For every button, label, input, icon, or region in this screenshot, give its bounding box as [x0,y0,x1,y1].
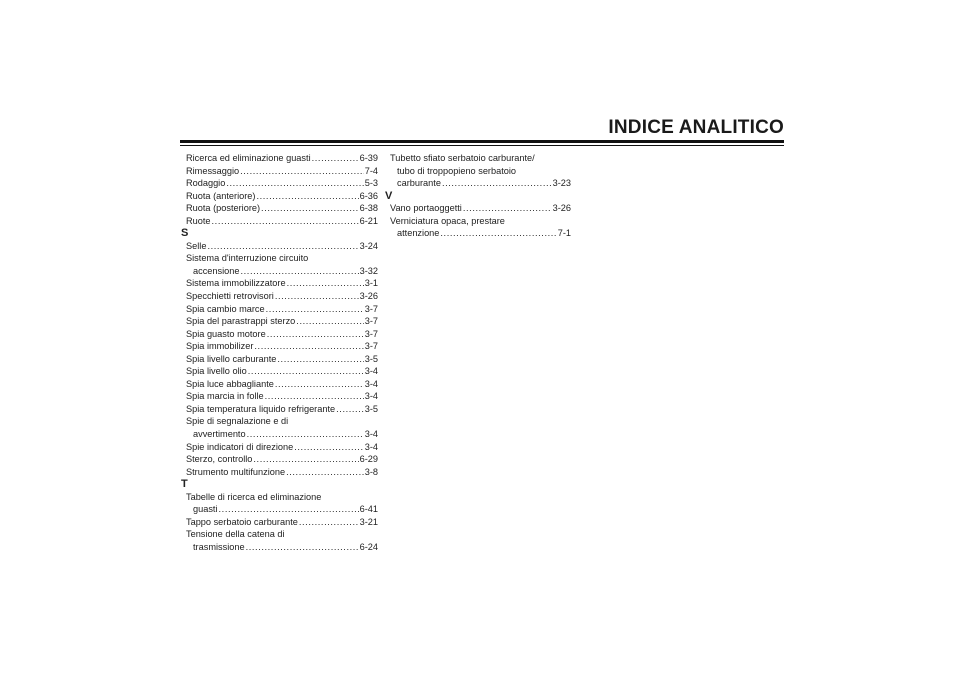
index-entry-label: Spia livello carburante [186,353,277,364]
index-entry-text: Tensione della catena di [186,529,285,540]
index-entry [181,215,378,228]
index-entry-label: accensione [193,265,240,276]
index-entry-page: 3-4 [364,378,378,389]
index-entry-label: Ruota (posteriore) [186,203,261,214]
index-entry [181,340,378,353]
index-entry [181,265,378,278]
dot-leader [254,340,363,353]
index-entry [181,202,378,215]
index-entry-page: 3-32 [359,265,378,276]
index-entry [181,353,378,366]
index-entry-page: 3-7 [364,316,378,327]
dot-leader [275,290,359,303]
index-entry [181,152,378,165]
index-entry-label: Ruote [186,215,211,226]
dot-leader [253,453,358,466]
index-entry-label: Spia del parastrappi sterzo [186,316,296,327]
index-entry-label: trasmissione [193,541,245,552]
index-entry [181,441,378,454]
index-entry [385,177,571,190]
index-entry-page: 3-4 [364,441,378,452]
index-entry-page: 3-4 [364,366,378,377]
index-entry-page: 3-21 [359,516,378,527]
dot-leader [267,328,364,341]
index-entry-label: Rodaggio [186,178,226,189]
index-entry [385,227,571,240]
index-entry-page: 3-8 [364,466,378,477]
index-entry-page: 5-3 [364,178,378,189]
index-entry-page: 3-7 [364,328,378,339]
index-entry-label: guasti [193,504,218,515]
dot-leader [440,227,556,240]
dot-leader [286,466,364,479]
dot-leader [265,390,364,403]
dot-leader [296,315,363,328]
index-entry-page: 7-4 [364,165,378,176]
index-entry [181,503,378,516]
dot-leader [275,378,364,391]
dot-leader [261,202,359,215]
index-entry [181,290,378,303]
dot-leader [299,516,359,529]
dot-leader [256,190,358,203]
dot-leader [442,177,552,190]
index-entry-label: Spie indicatori di direzione [186,441,294,452]
dot-leader [246,541,359,554]
index-entry-page: 3-7 [364,341,378,352]
index-entry-label: Selle [186,240,207,251]
index-entry-page: 3-1 [364,278,378,289]
index-entry-page: 6-29 [359,454,378,465]
dot-leader [212,215,359,228]
index-entry-label: Ricerca ed eliminazione guasti [186,153,311,163]
index-letter-heading: T [181,478,188,491]
index-entry-label: avvertimento [193,429,246,440]
index-entry-label: Spia marcia in folle [186,391,264,402]
dot-leader [207,240,358,253]
dot-leader [312,152,359,165]
index-entry-page: 6-21 [359,215,378,226]
index-entry-label: attenzione [397,228,440,239]
index-entry [181,328,378,341]
index-entry [181,428,378,441]
index-entry-label: carburante [397,178,441,189]
index-entry [181,365,378,378]
dot-leader [287,277,364,290]
index-entry [181,315,378,328]
index-entry-page: 6-24 [359,541,378,552]
index-entry [181,390,378,403]
dot-leader [240,265,358,278]
index-entry-page: 3-5 [364,353,378,364]
index-entry-text: Tubetto sfiato serbatoio carburante/ [390,153,535,163]
index-entry [181,466,378,479]
index-entry-page: 6-38 [359,203,378,214]
dot-leader [248,365,364,378]
title-rule-thin [180,145,784,146]
dot-leader [247,428,364,441]
index-entry [181,303,378,316]
index-entry-text: Tabelle di ricerca ed eliminazione [186,491,322,502]
index-entry-label: Sistema immobilizzatore [186,278,286,289]
dot-leader [226,177,363,190]
index-entry-label: Spia guasto motore [186,328,266,339]
index-entry-label: Sterzo, controllo [186,454,253,465]
index-entry-page: 3-4 [364,391,378,402]
index-entry-label: Spia cambio marce [186,303,265,314]
index-entry [181,177,378,190]
index-entry-label: Vano portaoggetti [390,203,462,214]
index-entry-page: 3-23 [552,178,571,189]
index-column-left [181,152,378,554]
index-entry [181,165,378,178]
index-entry-text: Sistema d'interruzione circuito [186,253,309,264]
index-entry [181,240,378,253]
index-entry [181,190,378,203]
index-entry [181,403,378,416]
index-letter-heading: V [385,189,393,202]
dot-leader [219,503,359,516]
index-entry [181,378,378,391]
index-entry-page: 3-4 [364,429,378,440]
index-entry-text: Spie di segnalazione e di [186,416,289,427]
index-entry-label: Spia luce abbagliante [186,378,274,389]
index-entry-page: 3-7 [364,303,378,314]
index-letter-heading: S [181,227,189,240]
index-entry-label: Tappo serbatoio carburante [186,516,298,527]
index-entry-text: Verniciatura opaca, prestare [390,215,505,226]
dot-leader [277,353,363,366]
index-entry [181,277,378,290]
title-rule-thick [180,140,784,143]
index-entry [181,541,378,554]
index-entry [181,453,378,466]
index-entry-page: 6-36 [359,190,378,201]
index-entry-label: Specchietti retrovisori [186,291,274,302]
dot-leader [240,165,364,178]
dot-leader [336,403,364,416]
index-column-right [385,152,571,240]
index-entry-page: 3-24 [359,240,378,251]
index-entry-label: Strumento multifunzione [186,466,286,477]
dot-leader [463,202,552,215]
index-entry-label: Spia temperatura liquido refrigerante [186,403,336,414]
index-entry [181,516,378,529]
page-title: INDICE ANALITICO [608,117,784,138]
index-entry-page: 3-26 [359,291,378,302]
dot-leader [266,303,364,316]
index-entry-label: Spia livello olio [186,366,247,377]
index-entry-page: 6-41 [359,504,378,515]
index-entry-page: 3-26 [552,203,571,214]
index-entry-label: Ruota (anteriore) [186,190,256,201]
index-entry-label: Rimessaggio [186,165,240,176]
index-entry-text: tubo di troppopieno serbatoio [397,165,517,176]
index-entry-label: Spia immobilizer [186,341,254,352]
dot-leader [294,441,363,454]
index-entry-page: 6-39 [359,153,378,163]
index-entry [385,202,571,215]
index-entry-page: 7-1 [557,228,571,239]
index-entry-page: 3-5 [364,403,378,414]
